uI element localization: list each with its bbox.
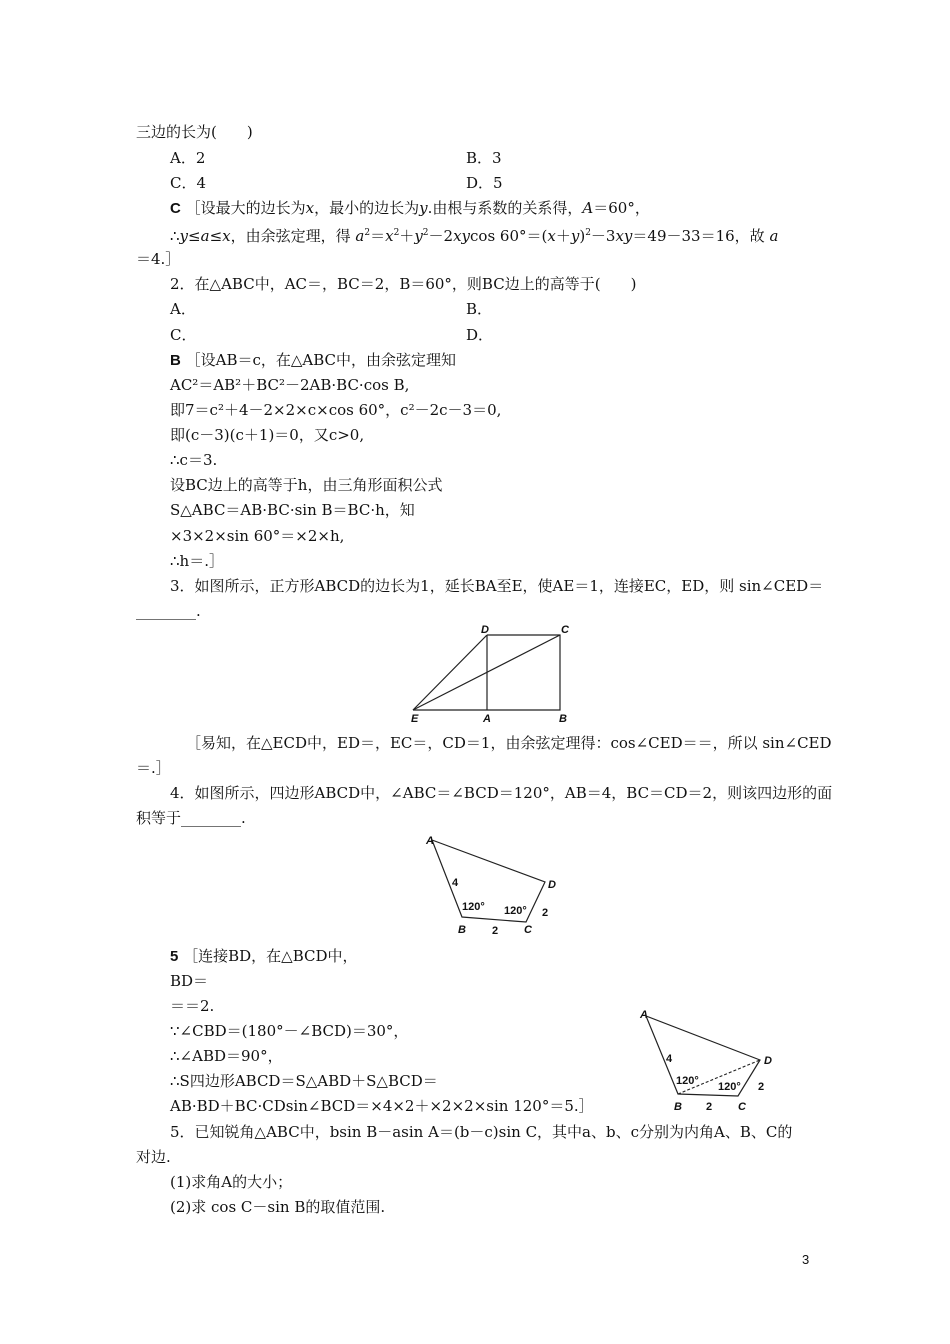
q4-solution-line7: AB·BD＋BC·CDsin∠BCD＝×4×2＋×2×2×sin 120°＝5.］ <box>170 1097 594 1115</box>
q3-stem-line1: 3．如图所示，正方形ABCD的边长为1，延长BA至E，使AE＝1，连接EC，ED，则 sin∠CED＝ <box>170 577 824 595</box>
q2-answer-letter: B <box>170 352 181 369</box>
q3-answer-blank: ________. <box>136 602 201 620</box>
q1-option-b: B．3 <box>466 149 502 167</box>
q4-solution-line1 <box>170 946 358 967</box>
q4-stem-line1: 4．如图所示，四边形ABCD中，∠ABC＝∠BCD＝120°，AB＝4，BC＝CD＝2，则该四边形的面 <box>170 784 833 802</box>
q3-label-d: D <box>481 624 489 636</box>
q4-solution-line4: ∵∠CBD＝(180°－∠BCD)＝30°， <box>170 1022 409 1040</box>
q4-sol-angle-c: 120° <box>718 1081 741 1093</box>
q2-option-b: B． <box>466 300 493 318</box>
q2-solution-line8: ×3×2×sin 60°＝×2×h, <box>170 527 345 545</box>
q1-sol-part: ［设最大的边长为 <box>185 199 306 217</box>
q4-solution-line6: ∴S四边形ABCD＝S△ABD＋S△BCD＝ <box>170 1072 438 1090</box>
q2-option-c: C． <box>170 326 197 344</box>
q1-option-a: A．2 <box>170 149 206 167</box>
q2-solution-line7: S△ABC＝AB·BC·sin B＝BC·h，知 <box>170 501 415 519</box>
q2-solution-line2: AC²＝AB²＋BC²－2AB·BC·cos B, <box>170 376 410 394</box>
q3-label-e: E <box>411 713 419 725</box>
q4-angle-b: 120° <box>462 901 485 913</box>
q4-side-cd: 2 <box>542 907 549 919</box>
q2-solution-line9: ∴h＝.］ <box>170 552 224 570</box>
q4-angle-c: 120° <box>504 905 527 917</box>
q4-sol-label-a: A <box>640 1009 648 1021</box>
q4-sol-part: ［连接BD，在△BCD中， <box>183 947 358 965</box>
q3-solution-line1: ［易知，在△ECD中，ED＝，EC＝，CD＝1，由余弦定理得：cos∠CED＝＝，所以 sin∠CED <box>186 734 832 752</box>
q1-option-d: D．5 <box>466 174 503 192</box>
q4-sol-label-c: C <box>738 1101 746 1113</box>
q1-sol-part: ，由余弦定理，得 <box>230 227 356 245</box>
q1-solution-line2: ∴y≤a≤x，由余弦定理，得 $a^2=x^2+y^2-2xycos$ $60^\circ=(x+y)^2-3xy=49-33=16$，故 a <box>170 227 779 245</box>
q4-sol-side-bc: 2 <box>706 1101 713 1113</box>
q4-label-b: B <box>458 924 466 936</box>
q1-solution-line1: C ［设最大的边长为x，最小的边长为y.由根与系数的关系得，A＝60°， <box>170 199 650 217</box>
q1-answer-letter: C <box>170 200 181 217</box>
q4-sol-label-d: D <box>764 1055 772 1067</box>
q4-answer-value: 5 <box>170 948 179 965</box>
q1-solution-line3: ＝4.］ <box>136 250 181 268</box>
q2-solution-line5: ∴c＝3. <box>170 451 218 469</box>
q5-part1: (1)求角A的大小； <box>170 1173 293 1191</box>
q1-sol-part: ＝60°， <box>593 199 650 217</box>
q2-option-d: D． <box>466 326 494 344</box>
q1-sol-part: ＝49－33＝16，故 <box>632 227 765 245</box>
q4-solution-line5: ∴∠ABD＝90°， <box>170 1047 283 1065</box>
q4-label-c: C <box>524 924 532 936</box>
q4-solution-line2: BD＝ <box>170 972 209 990</box>
q5-stem-line1: 5．已知锐角△ABC中，bsin B－asin A＝(b－c)sin C，其中a、b、c分别为内角A、B、C的 <box>170 1123 793 1141</box>
q2-stem: 2．在△ABC中，AC＝，BC＝2，B＝60°，则BC边上的高等于( ) <box>170 275 637 293</box>
q3-label-b: B <box>559 713 567 725</box>
q5-part2: (2)求 cos C－sin B的取值范围. <box>170 1198 386 1216</box>
q4-sol-label-b: B <box>674 1101 682 1113</box>
q1-option-c: C．4 <box>170 174 207 192</box>
q1-stem-tail: 三边的长为( ) <box>136 123 253 141</box>
page-number: 3 <box>802 1252 810 1267</box>
q4-quadrilateral-figure <box>420 830 570 940</box>
q4-sol-side-cd: 2 <box>758 1081 765 1093</box>
q4-stem-line2: 积等于________. <box>136 809 246 827</box>
q4-label-d: D <box>548 879 556 891</box>
q4-solution-figure <box>634 1004 784 1116</box>
q2-option-a: A． <box>170 300 196 318</box>
q1-sol-part: ∴ <box>170 227 180 245</box>
q2-solution-line4: 即(c－3)(c＋1)＝0，又c>0, <box>170 426 365 444</box>
q5-stem-line2: 对边. <box>136 1148 171 1166</box>
q1-sol-part: ，最小的边长为 <box>314 199 420 217</box>
q2-solution-line1 <box>170 350 456 371</box>
q4-solution-line3: ＝＝2. <box>170 997 215 1015</box>
q1-sol-part: .由根与系数的关系得， <box>427 199 583 217</box>
q4-label-a: A <box>426 835 434 847</box>
q2-solution-line3: 即7＝c²＋4－2×2×c×cos 60°，c²－2c－3＝0, <box>170 401 502 419</box>
q3-label-a: A <box>483 713 491 725</box>
q3-square-figure <box>405 622 580 726</box>
q4-sol-angle-b: 120° <box>676 1075 699 1087</box>
q4-side-bc: 2 <box>492 925 499 937</box>
q3-label-c: C <box>561 624 569 636</box>
q3-solution-line2: ＝.］ <box>136 759 171 777</box>
q4-side-ab: 4 <box>452 877 459 889</box>
q4-sol-side-ab: 4 <box>666 1053 673 1065</box>
q2-solution-line6: 设BC边上的高等于h，由三角形面积公式 <box>170 476 443 494</box>
q2-sol-part: ［设AB＝c，在△ABC中，由余弦定理知 <box>185 351 457 369</box>
